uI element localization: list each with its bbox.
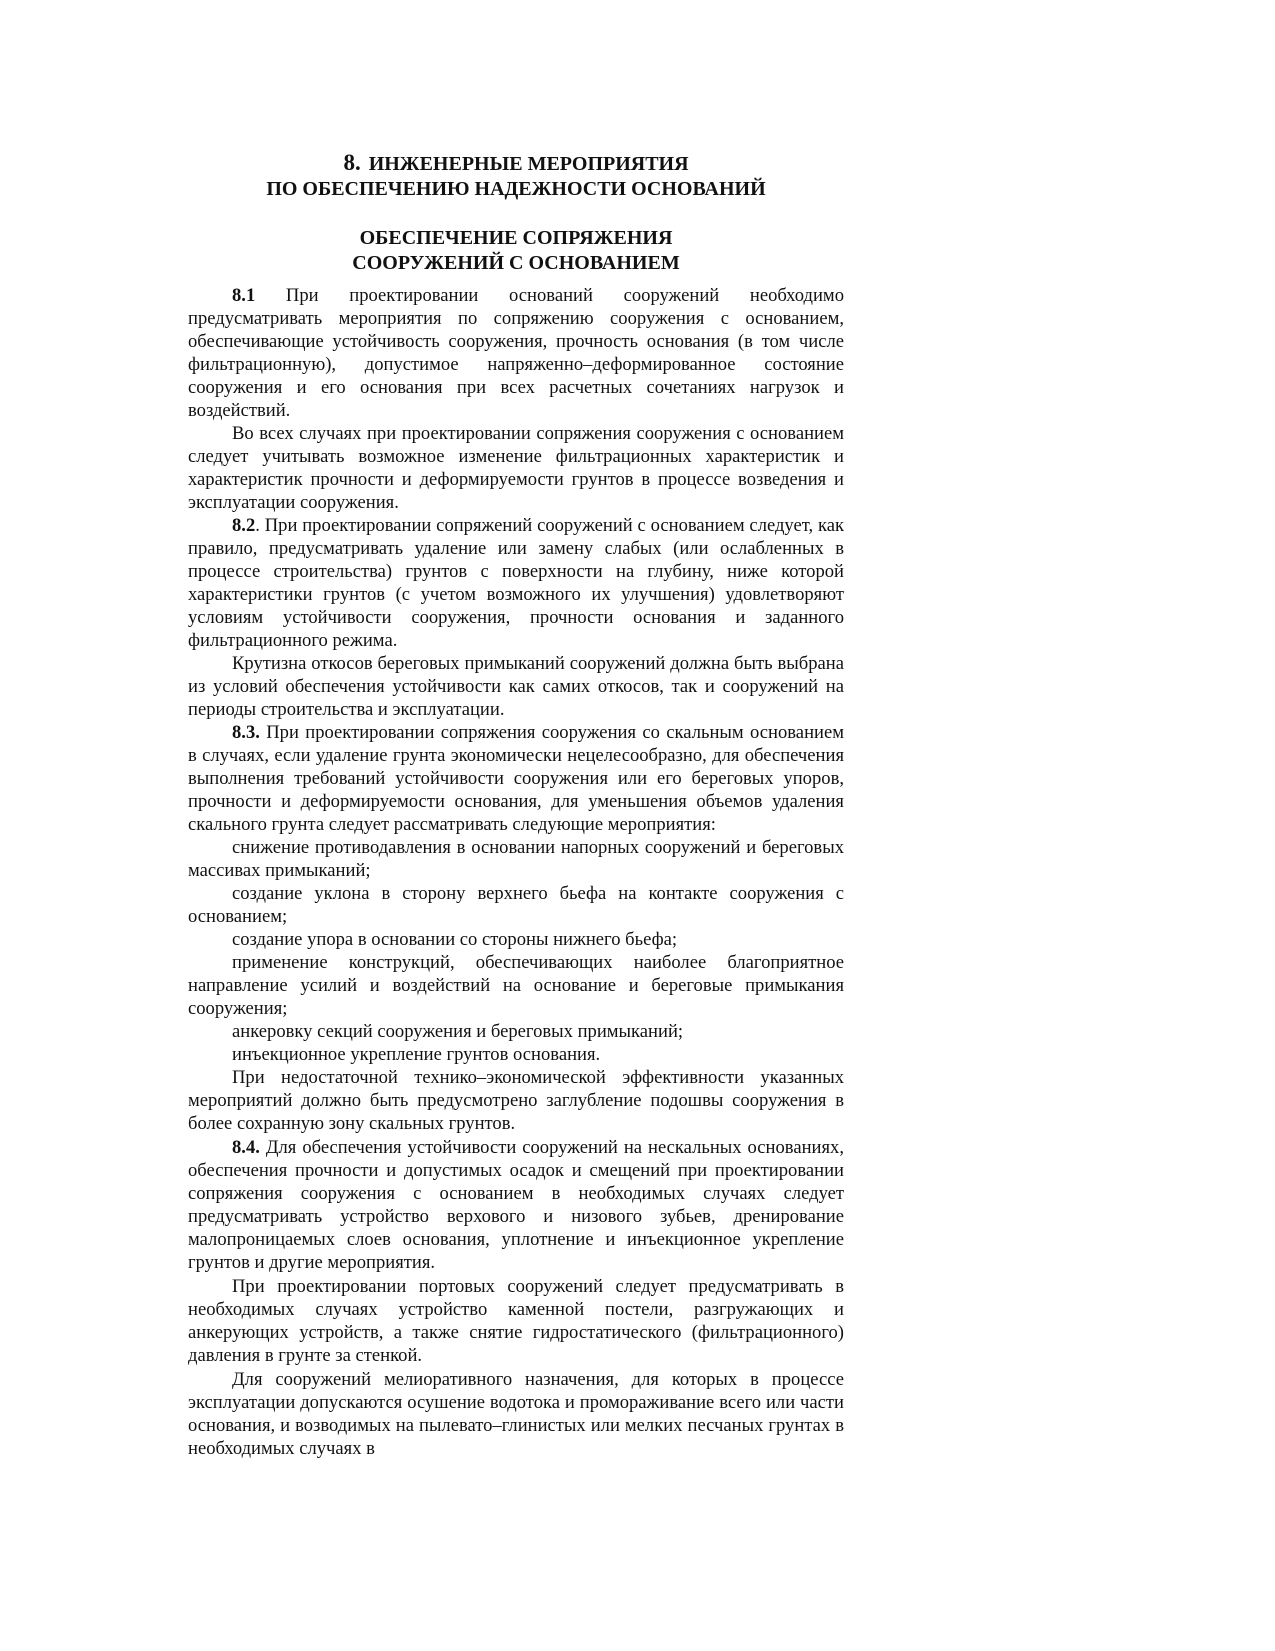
- section-title-line1: ОБЕСПЕЧЕНИЕ СОПРЯЖЕНИЯ: [359, 227, 673, 249]
- list-item: [188, 882, 844, 928]
- chapter-title-line1: [188, 150, 844, 177]
- chapter-title-text1: ИНЖЕНЕРНЫЕ МЕРОПРИЯТИЯ: [368, 153, 689, 175]
- paragraph-text: При проектировании портовых сооружений следует предусматривать в необходимых случаях устройство каменной постели, разгружающих и анкерующих устройств, а также снятие гидростатического (фильтрационного) давления в грунте за стенкой.: [188, 1276, 844, 1366]
- paragraph: [188, 721, 844, 836]
- list-item: [188, 1020, 844, 1043]
- paragraph: [188, 1368, 844, 1460]
- paragraph: [188, 1066, 844, 1135]
- paragraph-text: снижение противодавления в основании напорных сооружений и береговых массивах примыканий;: [188, 837, 844, 881]
- list-item: [188, 951, 844, 1020]
- paragraph-text: применение конструкций, обеспечивающих наиболее благоприятное направление усилий и воздействий на основание и береговые примыкания сооружения;: [188, 952, 844, 1019]
- chapter-title: [188, 150, 844, 202]
- chapter-number: 8.: [343, 150, 361, 175]
- paragraph-text: Во всех случаях при проектировании сопряжения сооружения с основанием следует учитывать возможное изменение фильтрационных характеристик и характеристик прочности и деформируемости грунтов в процессе возведения и эксплуатации сооружения.: [188, 423, 844, 513]
- paragraph: [188, 1275, 844, 1367]
- clause-number: 8.1: [232, 285, 256, 306]
- clause-number: 8.2: [232, 515, 256, 536]
- document-body: [188, 284, 844, 1460]
- paragraph-text: Для обеспечения устойчивости сооружений на нескальных основаниях, обеспечения прочности и допустимых осадок и смещений при проектировании сопряжения сооружения с основанием в необходимых случаях следует предусматривать устройство верхового и низового зубьев, дренирование малопроницаемых слоев основания, уплотнение и инъекционное укрепление грунтов и другие мероприятия.: [188, 1137, 844, 1273]
- paragraph: [188, 652, 844, 721]
- paragraph-text: создание уклона в сторону верхнего бьефа на контакте сооружения с основанием;: [188, 883, 844, 927]
- section-title: [188, 226, 844, 276]
- section-title-line2: СООРУЖЕНИЙ С ОСНОВАНИЕМ: [352, 252, 680, 274]
- paragraph-text: инъекционное укрепление грунтов основания.: [232, 1044, 601, 1065]
- list-item: [188, 928, 844, 951]
- clause-number: 8.3.: [232, 722, 260, 743]
- paragraph-text: анкеровку секций сооружения и береговых примыканий;: [232, 1021, 684, 1042]
- paragraph-text: Для сооружений мелиоративного назначения, для которых в процессе эксплуатации допускаются осушение водотока и промораживание всего или части основания, и возводимых на пылевато–глинистых или мелких песчаных грунтах в необходимых случаях в: [188, 1369, 844, 1459]
- paragraph-text: При проектировании сопряжения сооружения со скальным основанием в случаях, если удаление грунта экономически нецелесообразно, для обеспечения выполнения требований устойчивости сооружения или его береговых упоров, прочности и деформируемости основания, для уменьшения объемов удаления скального грунта следует рассматривать следующие мероприятия:: [188, 722, 844, 835]
- chapter-title-line2: ПО ОБЕСПЕЧЕНИЮ НАДЕЖНОСТИ ОСНОВАНИЙ: [266, 178, 766, 200]
- paragraph-text: Крутизна откосов береговых примыканий сооружений должна быть выбрана из условий обеспечения устойчивости как самих откосов, так и сооружений на периоды строительства и эксплуатации.: [188, 653, 844, 720]
- document-page: [188, 150, 844, 1460]
- paragraph: [188, 1136, 844, 1274]
- paragraph-text: При недостаточной технико–экономической эффективности указанных мероприятий должно быть предусмотрено заглубление подошвы сооружения в более сохранную зону скальных грунтов.: [188, 1067, 844, 1134]
- paragraph: [188, 284, 844, 422]
- paragraph: [188, 514, 844, 652]
- clause-number: 8.4.: [232, 1137, 260, 1158]
- paragraph-text: . При проектировании сопряжений сооружений с основанием следует, как правило, предусматривать удаление или замену слабых (или ослабленных в процессе строительства) грунтов с поверхности на глубину, ниже которой характеристики грунтов (с учетом возможного их улучшения) удовлетворяют условиям устойчивости сооружения, прочности основания и заданного фильтрационного режима.: [188, 515, 844, 651]
- list-item: [188, 836, 844, 882]
- list-item: [188, 1043, 844, 1066]
- paragraph-text: создание упора в основании со стороны нижнего бьефа;: [232, 929, 678, 950]
- paragraph: [188, 422, 844, 514]
- paragraph-text: При проектировании оснований сооружений необходимо предусматривать мероприятия по сопряжению сооружения с основанием, обеспечивающие устойчивость сооружения, прочность основания (в том числе фильтрационную), допустимое напряженно–деформированное состояние сооружения и его основания при всех расчетных сочетаниях нагрузок и воздействий.: [188, 285, 844, 421]
